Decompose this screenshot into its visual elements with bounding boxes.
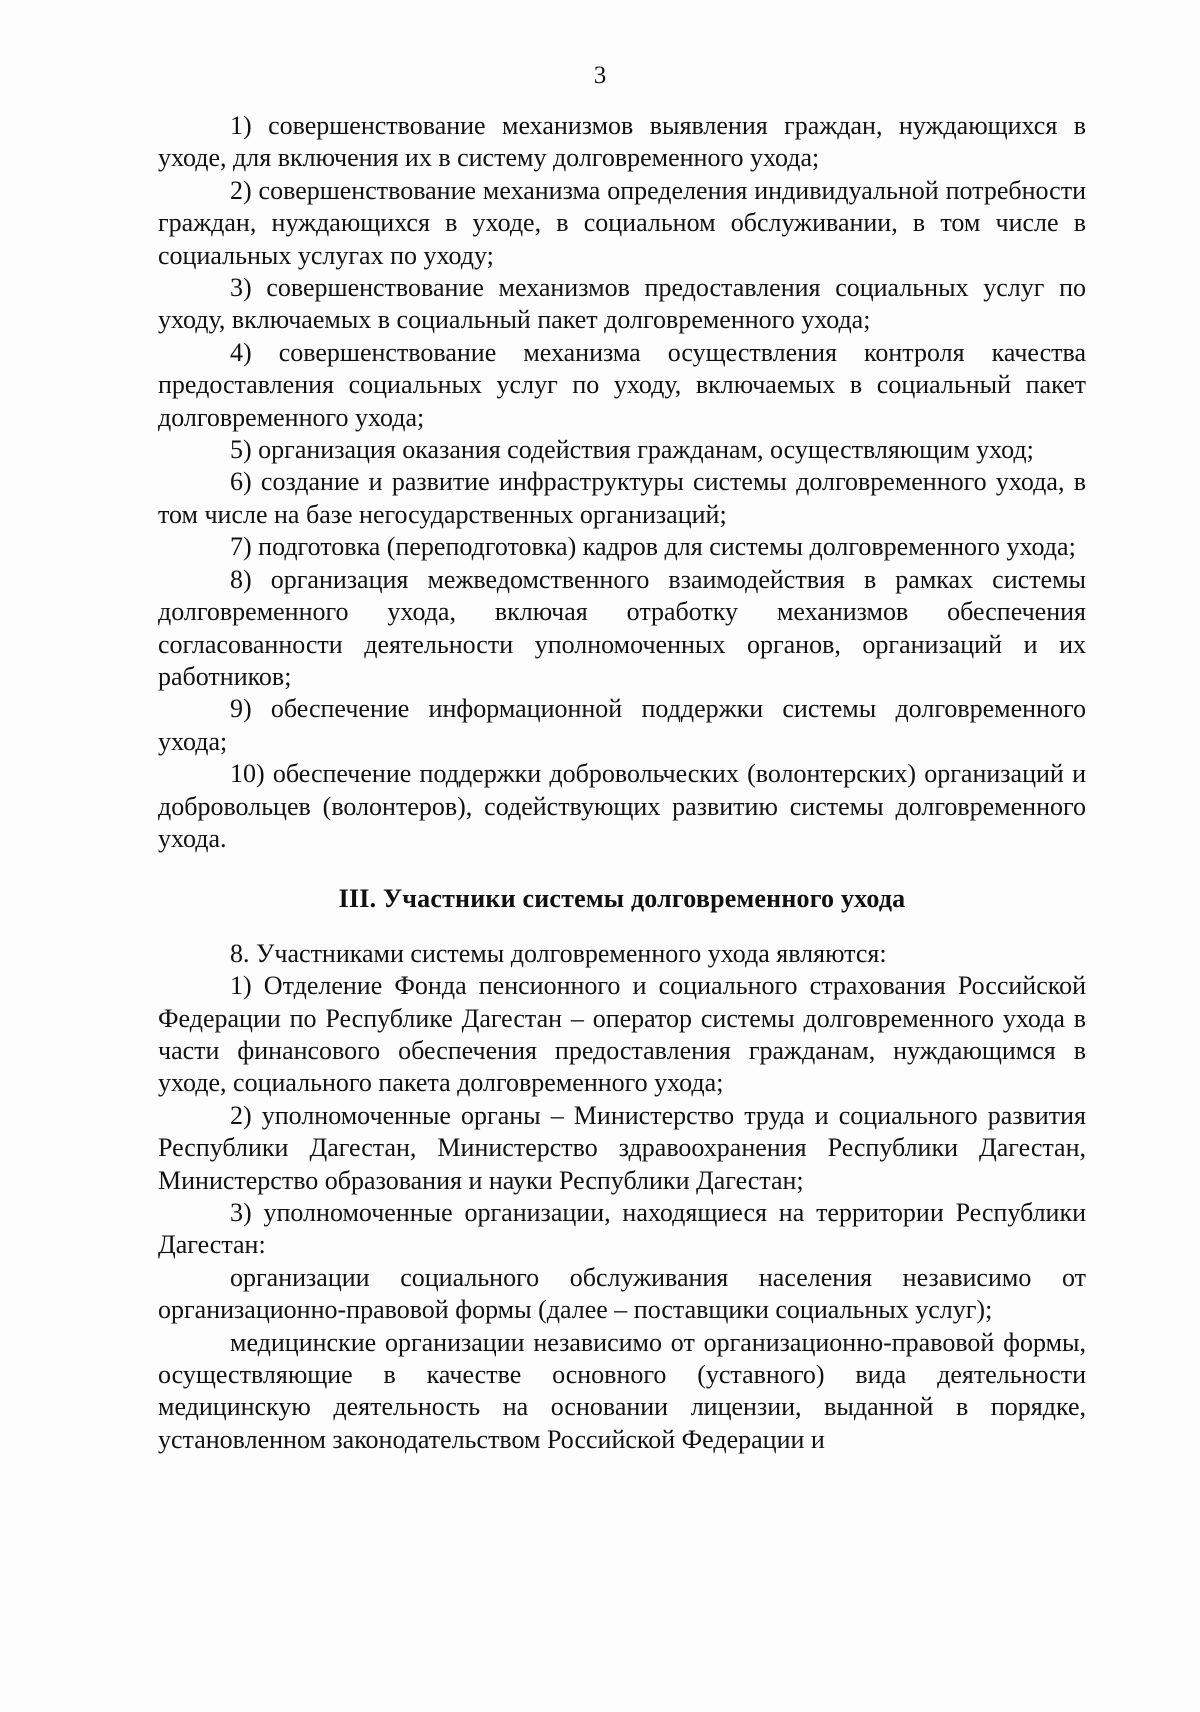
list-item: 8) организация межведомственного взаимодействия в рамках системы долговременного ухода, включая отработку механизмов обеспечения согласованности деятельности уполномоченных органов, организаций и их работников; [158, 564, 1086, 691]
list-item: 3) совершенствование механизмов предоставления социальных услуг по уходу, включаемых в социальный пакет долговременного ухода; [158, 273, 1086, 335]
list-item: 10) обеспечение поддержки добровольческих (волонтерских) организаций и добровольцев (волонтеров), содействующих развитию системы долговременного ухода. [158, 759, 1086, 853]
section-paragraph: организации социального обслуживания населения независимо от организационно-правовой формы (далее – поставщики социальных услуг); [158, 1262, 1086, 1325]
list-item: 5) организация оказания содействия гражданам, осуществляющим уход; [230, 435, 1034, 465]
section-heading: III. Участники системы долговременного ухода [338, 884, 906, 914]
page-number: 3 [593, 62, 607, 89]
section-paragraph: 3) уполномоченные организации, находящиеся на территории Республики Дагестан: [158, 1198, 1086, 1260]
section-paragraph: 1) Отделение Фонда пенсионного и социального страхования Российской Федерации по Республике Дагестан – оператор системы долговременного ухода в части финансового обеспечения предоставления гражданам, нуждающимся в уходе, социального пакета долговременного ухода; [158, 971, 1086, 1098]
document-body [158, 110, 1086, 1456]
section-paragraph: 8. Участниками системы долговременного ухода являются: [230, 938, 887, 968]
list-item: 2) совершенствование механизма определения индивидуальной потребности граждан, нуждающихся в уходе, в социальном обслуживании, в том числе в социальных услугах по уходу; [158, 175, 1086, 270]
list-item: 1) совершенствование механизмов выявления граждан, нуждающихся в уходе, для включения их в систему долговременного ухода; [158, 111, 1086, 173]
list-item: 9) обеспечение информационной поддержки системы долговременного ухода; [158, 694, 1086, 756]
section-paragraph: 2) уполномоченные органы – Министерство труда и социального развития Республики Дагестан, Министерство здравоохранения Республики Дагестан, Министерство образования и науки Республики Дагестан; [158, 1100, 1086, 1195]
list-item: 6) создание и развитие инфраструктуры системы долговременного ухода, в том числе на базе негосударственных организаций; [158, 467, 1086, 529]
list-item: 7) подготовка (переподготовка) кадров для системы долговременного ухода; [230, 532, 1076, 562]
list-item: 4) совершенствование механизма осуществления контроля качества предоставления социальных услуг по уходу, включаемых в социальный пакет долговременного ухода; [158, 337, 1086, 432]
section-paragraph: медицинские организации независимо от организационно-правовой формы, осуществляющие в качестве основного (уставного) вида деятельности медицинскую деятельность на основании лицензии, выданной в порядке, установленном законодательством Российской Федерации и [158, 1327, 1086, 1454]
